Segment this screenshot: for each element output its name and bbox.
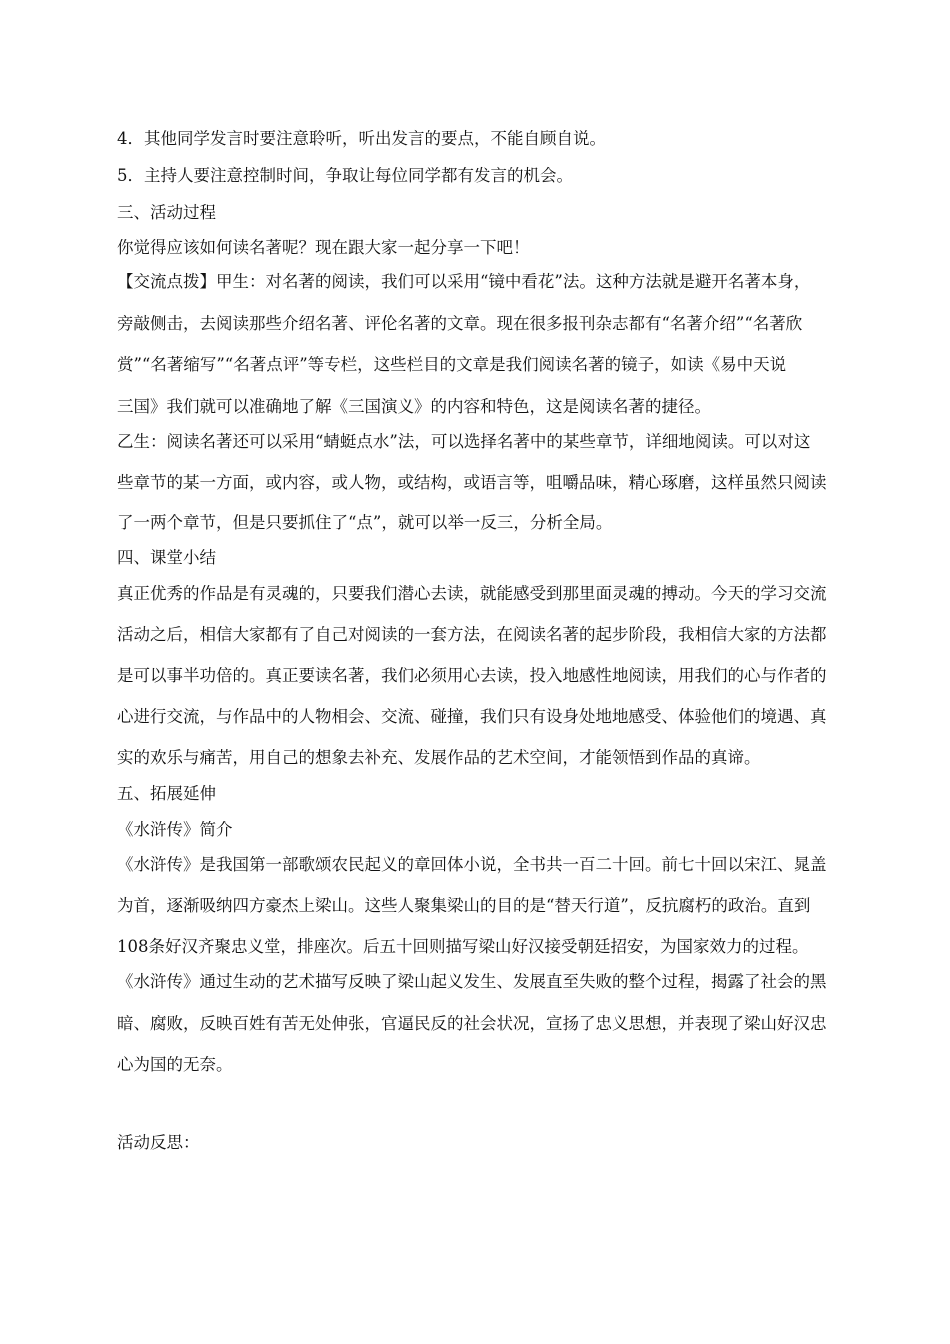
paragraph-line: 暗、腐败，反映百姓有苦无处伸张，官逼民反的社会状况，宣扬了忠义思想，并表现了梁山好汉忠 <box>117 1014 827 1033</box>
section-heading-class-summary: 四、课堂小结 <box>117 548 216 567</box>
paragraph-line: 《水浒传》通过生动的艺术描写反映了梁山起义发生、发展直至失败的整个过程，揭露了社会的黑 <box>117 972 827 991</box>
paragraph-line: 了一两个章节，但是只要抓住了“点”，就可以举一反三，分析全局。 <box>117 513 613 532</box>
paragraph-line: 108条好汉齐聚忠义堂，排座次。后五十回则描写梁山好汉接受朝廷招安，为国家效力的过程。 <box>117 937 809 956</box>
paragraph-line: 旁敲侧击，去阅读那些介绍名著、评伦名著的文章。现在很多报刊杂志都有“名著介绍”“名著欣 <box>117 314 803 333</box>
paragraph-line: 【交流点拨】甲生：对名著的阅读，我们可以采用“镜中看花”法。这种方法就是避开名著本身， <box>117 272 811 291</box>
activity-reflection-label: 活动反思： <box>117 1133 200 1152</box>
paragraph-line: 你觉得应该如何读名著呢？现在跟大家一起分享一下吧！ <box>117 238 530 257</box>
paragraph-line: 实的欢乐与痛苦，用自己的想象去补充、发展作品的艺术空间，才能领悟到作品的真谛。 <box>117 748 761 767</box>
paragraph-line: 为首，逐渐吸纳四方豪杰上梁山。这些人聚集梁山的目的是“替天行道”，反抗腐朽的政治。直到 <box>117 896 811 915</box>
paragraph-line: 心进行交流，与作品中的人物相会、交流、碰撞，我们只有设身处地地感受、体验他们的境遇、真 <box>117 707 827 726</box>
rule-item-4: 4．其他同学发言时要注意聆听，听出发言的要点，不能自顾自说。 <box>117 129 606 148</box>
rule-item-5: 5．主持人要注意控制时间，争取让每位同学都有发言的机会。 <box>117 166 573 185</box>
paragraph-line: 心为国的无奈。 <box>117 1055 233 1074</box>
paragraph-line: 《水浒传》是我国第一部歌颂农民起义的章回体小说，全书共一百二十回。前七十回以宋江、晁盖 <box>117 855 827 874</box>
subheading-water-margin-intro: 《水浒传》简介 <box>117 820 233 839</box>
paragraph-line: 三国》我们就可以准确地了解《三国演义》的内容和特色，这是阅读名著的捷径。 <box>117 397 711 416</box>
paragraph-line: 赏”“名著缩写”“名著点评”等专栏，这些栏目的文章是我们阅读名著的镜子，如读《易中天说 <box>117 355 787 374</box>
paragraph-line: 些章节的某一方面，或内容，或人物，或结构，或语言等，咀嚼品味，精心琢磨，这样虽然只阅读 <box>117 473 827 492</box>
paragraph-line: 乙生：阅读名著还可以采用“蜻蜓点水”法，可以选择名著中的某些章节，详细地阅读。可以对这 <box>117 432 811 451</box>
paragraph-line: 活动之后，相信大家都有了自己对阅读的一套方法，在阅读名著的起步阶段，我相信大家的方法都 <box>117 625 827 644</box>
section-heading-extension: 五、拓展延伸 <box>117 784 216 803</box>
paragraph-line: 真正优秀的作品是有灵魂的，只要我们潜心去读，就能感受到那里面灵魂的搏动。今天的学习交流 <box>117 584 827 603</box>
paragraph-line: 是可以事半功倍的。真正要读名著，我们必须用心去读，投入地感性地阅读，用我们的心与作者的 <box>117 666 827 685</box>
section-heading-activity-process: 三、活动过程 <box>117 203 216 222</box>
